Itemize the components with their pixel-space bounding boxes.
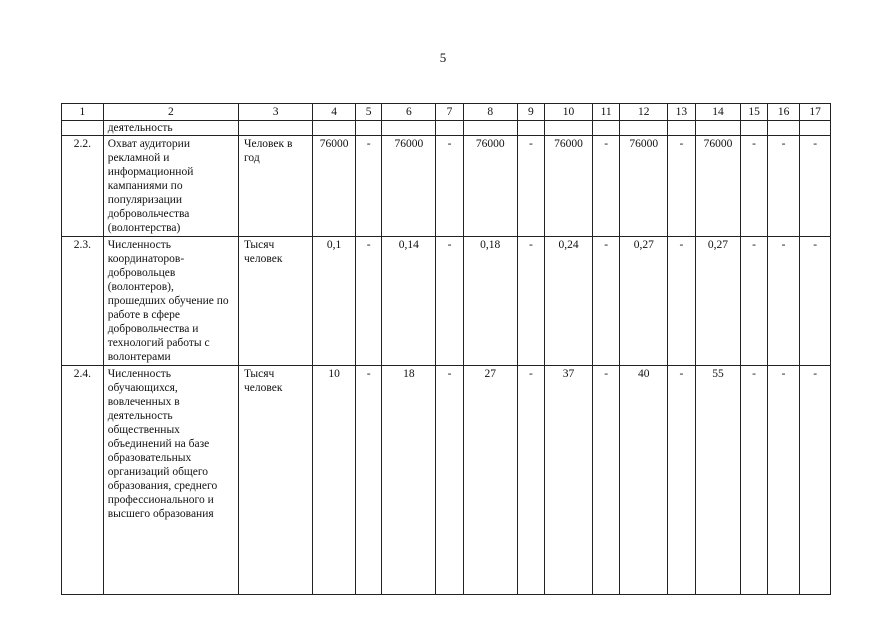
column-header: 9: [517, 104, 544, 121]
value-cell: -: [800, 366, 831, 595]
value-cell: -: [517, 136, 544, 237]
unit-cell: Человек в год: [238, 136, 312, 237]
page-number: 5: [439, 50, 447, 65]
value-cell: -: [800, 237, 831, 366]
continuation-text: деятельность: [103, 121, 238, 136]
column-header: 11: [592, 104, 619, 121]
column-header: 7: [436, 104, 463, 121]
table-row: [62, 366, 831, 595]
column-header: 14: [695, 104, 741, 121]
column-header: 5: [355, 104, 381, 121]
indicator-table: [61, 103, 831, 595]
value-cell: 55: [695, 366, 741, 595]
value-cell: -: [355, 136, 381, 237]
value-cell: -: [767, 237, 800, 366]
value-cell: 76000: [463, 136, 517, 237]
value-cell: 76000: [695, 136, 741, 237]
column-header: 3: [238, 104, 312, 121]
unit-cell: Тысяч человек: [238, 237, 312, 366]
value-cell: 0,1: [313, 237, 356, 366]
indicator-name: Численность координаторов-добровольцев (волонтеров), прошедших обучение по работе в сфере добровольчества и технологий работы с волонтерами: [103, 237, 238, 366]
row-number: 2.2.: [62, 136, 104, 237]
value-cell: -: [741, 237, 767, 366]
value-cell: 76000: [545, 136, 593, 237]
value-cell: -: [741, 136, 767, 237]
value-cell: -: [436, 136, 463, 237]
value-cell: -: [517, 366, 544, 595]
column-header: 6: [382, 104, 436, 121]
indicator-name: Охват аудитории рекламной и информационной кампаниями по популяризации добровольчества (волонтерства): [103, 136, 238, 237]
column-header: 15: [741, 104, 767, 121]
column-header: 17: [800, 104, 831, 121]
value-cell: -: [668, 366, 695, 595]
value-cell: 0,18: [463, 237, 517, 366]
value-cell: 18: [382, 366, 436, 595]
value-cell: 0,14: [382, 237, 436, 366]
value-cell: -: [355, 366, 381, 595]
row-number: 2.3.: [62, 237, 104, 366]
column-header: 12: [620, 104, 668, 121]
value-cell: -: [517, 237, 544, 366]
value-cell: -: [800, 136, 831, 237]
value-cell: 76000: [382, 136, 436, 237]
column-header: 1: [62, 104, 104, 121]
unit-cell: Тысяч человек: [238, 366, 312, 595]
column-number-row: [62, 104, 831, 121]
value-cell: 27: [463, 366, 517, 595]
table-row: [62, 136, 831, 237]
column-header: 13: [668, 104, 695, 121]
row-number: 2.4.: [62, 366, 104, 595]
column-header: 16: [767, 104, 800, 121]
value-cell: 76000: [313, 136, 356, 237]
continuation-row: [62, 121, 831, 136]
value-cell: 40: [620, 366, 668, 595]
value-cell: -: [592, 366, 619, 595]
value-cell: 0,24: [545, 237, 593, 366]
column-header: 2: [103, 104, 238, 121]
value-cell: 0,27: [620, 237, 668, 366]
value-cell: 0,27: [695, 237, 741, 366]
value-cell: -: [767, 136, 800, 237]
value-cell: -: [767, 366, 800, 595]
value-cell: -: [592, 136, 619, 237]
value-cell: 10: [313, 366, 356, 595]
table-row: [62, 237, 831, 366]
value-cell: 37: [545, 366, 593, 595]
value-cell: -: [668, 237, 695, 366]
value-cell: -: [741, 366, 767, 595]
column-header: 8: [463, 104, 517, 121]
value-cell: -: [668, 136, 695, 237]
value-cell: -: [355, 237, 381, 366]
value-cell: 76000: [620, 136, 668, 237]
value-cell: -: [592, 237, 619, 366]
indicator-name: Численность обучающихся, вовлеченных в деятельность общественных объединений на базе образовательных организаций общего образования, среднего профессионального и высшего образования: [103, 366, 238, 595]
value-cell: -: [436, 366, 463, 595]
column-header: 10: [545, 104, 593, 121]
column-header: 4: [313, 104, 356, 121]
value-cell: -: [436, 237, 463, 366]
